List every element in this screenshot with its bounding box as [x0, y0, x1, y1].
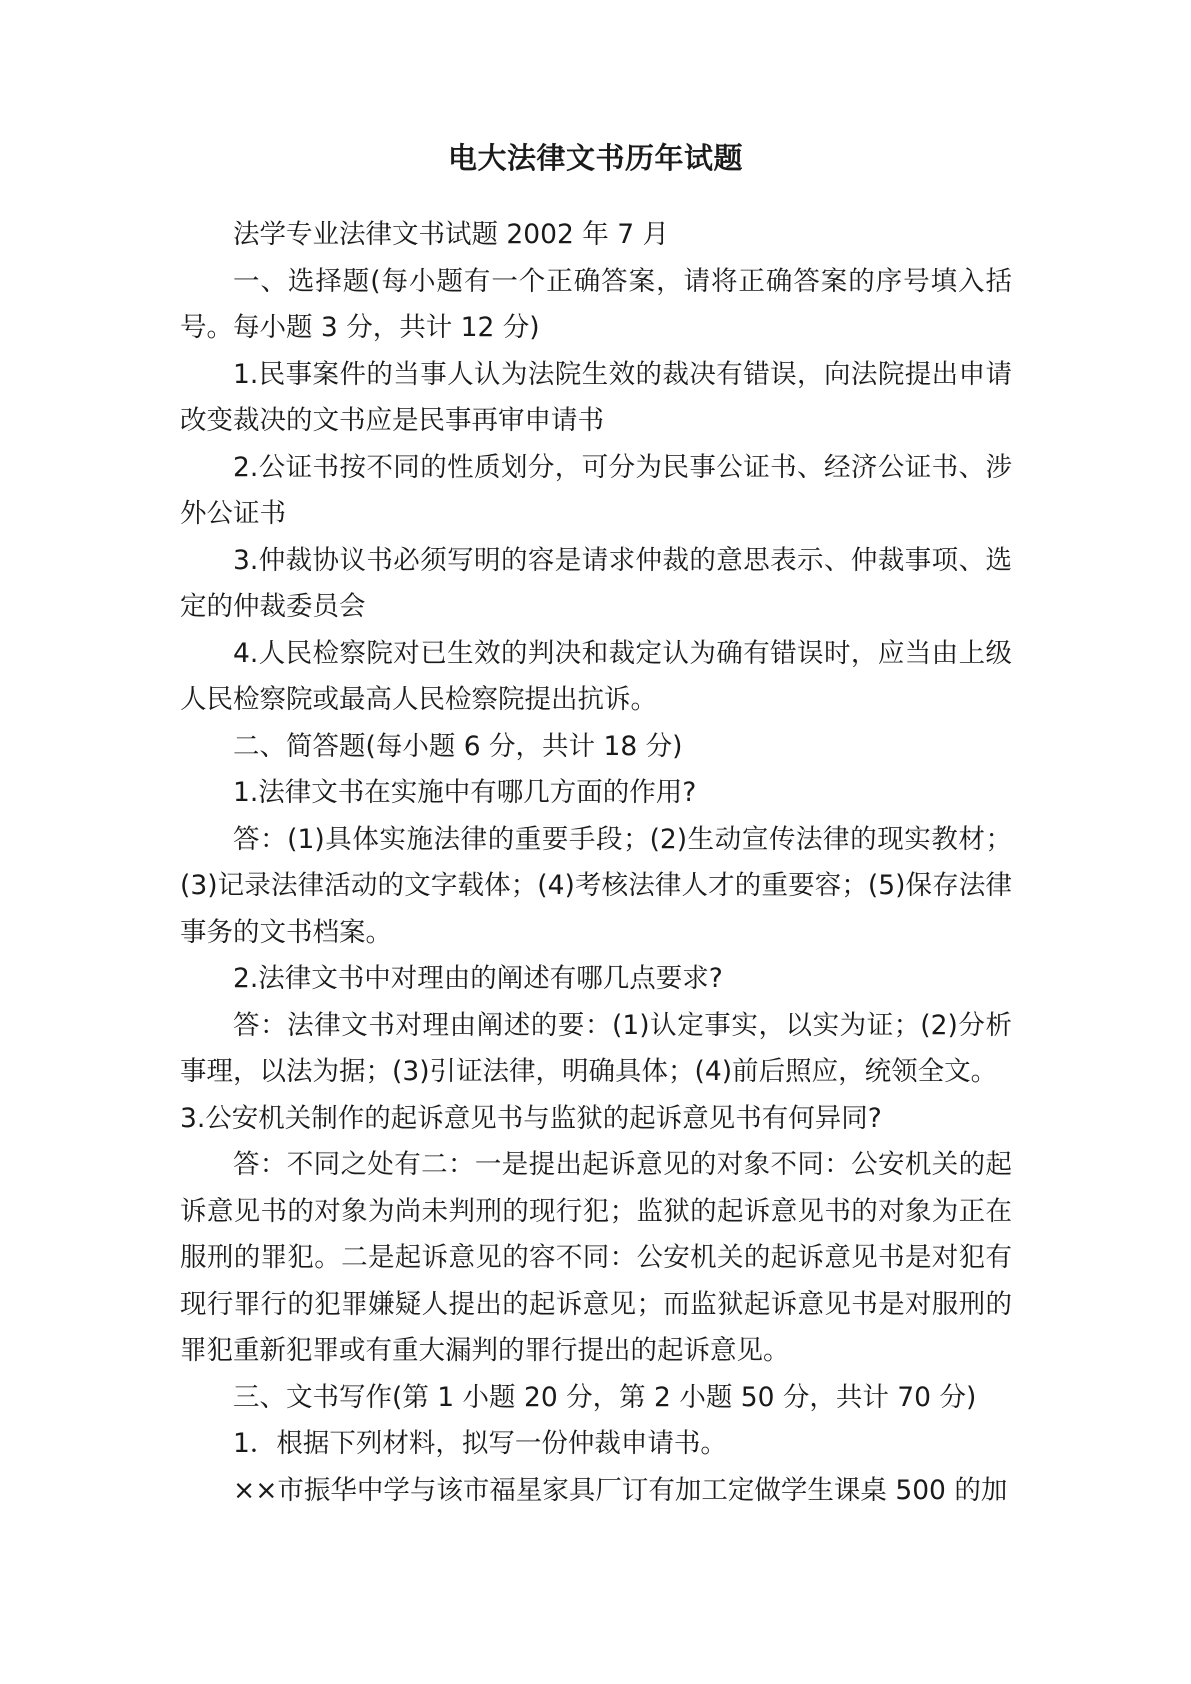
section-1-heading: 一、选择题(每小题有一个正确答案，请将正确答案的序号填入括号。每小题 3 分，共计 12 分) [180, 265, 1012, 343]
question-2-2: 2.法律文书中对理由的阐述有哪几点要求? [233, 963, 723, 994]
answer-2-2: 答：法律文书对理由阐述的要：(1)认定事实，以实为证；(2)分析事理，以法为据；(3)引证法律，明确具体；(4)前后照应，统领全文。 [180, 1009, 1012, 1087]
section-2-heading: 二、简答题(每小题 6 分，共计 18 分) [233, 730, 683, 762]
question-2-1: 1.法律文书在实施中有哪几方面的作用? [233, 777, 697, 808]
answer-2-3: 答：不同之处有二：一是提出起诉意见的对象不同：公安机关的起诉意见书的对象为尚未判刑的现行犯；监狱的起诉意见书的对象为正在服刑的罪犯。二是起诉意见的容不同：公安机关的起诉意见书是对犯有现行罪行的犯罪嫌疑人提出的起诉意见；而监狱起诉意见书是对服刑的罪犯重新犯罪或有重大漏判的罪行提出的起诉意见。 [180, 1149, 1012, 1366]
question-1-3: 3.仲裁协议书必须写明的容是请求仲裁的意思表示、仲裁事项、选定的仲裁委员会 [180, 544, 1012, 622]
question-3-1: 1．根据下列材料，拟写一份仲裁申请书。 [233, 1428, 727, 1459]
question-2-3: 3.公安机关制作的起诉意见书与监狱的起诉意见书有何异同? [180, 1102, 882, 1134]
case-material: ××市振华中学与该市福星家具厂订有加工定做学生课桌 500 的加 [233, 1474, 1008, 1506]
exam-heading: 法学专业法律文书试题 2002 年 7 月 [233, 219, 669, 250]
question-1-1: 1.民事案件的当事人认为法院生效的裁决有错误，向法院提出申请改变裁决的文书应是民事再审申请书 [180, 358, 1012, 436]
section-3-heading: 三、文书写作(第 1 小题 20 分，第 2 小题 50 分，共计 70 分) [233, 1381, 977, 1413]
document-body [180, 212, 1012, 1514]
question-1-2: 2.公证书按不同的性质划分，可分为民事公证书、经济公证书、涉外公证书 [180, 451, 1012, 529]
answer-2-1: 答：(1)具体实施法律的重要手段；(2)生动宣传法律的现实教材；(3)记录法律活动的文字载体；(4)考核法律人才的重要容；(5)保存法律事务的文书档案。 [180, 823, 1012, 948]
question-1-4: 4.人民检察院对已生效的判决和裁定认为确有错误时，应当由上级人民检察院或最高人民检察院提出抗诉。 [180, 637, 1012, 715]
document-title: 电大法律文书历年试题 [447, 141, 743, 175]
